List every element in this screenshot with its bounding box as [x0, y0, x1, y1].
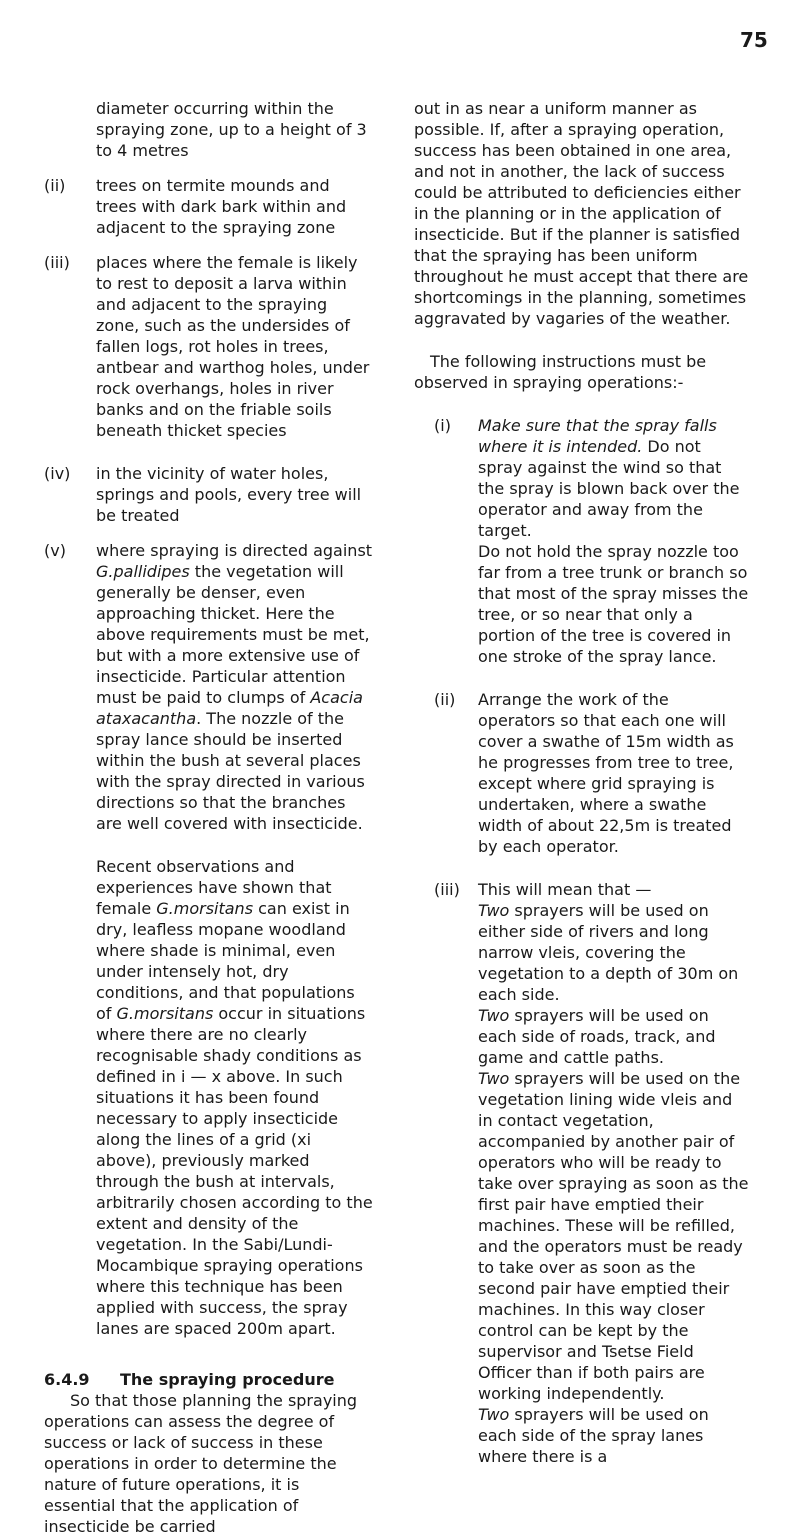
section-heading	[44, 1369, 374, 1390]
recent-observations-paragraph	[96, 856, 374, 1339]
sub-instruction	[478, 900, 750, 1005]
species-name: G.morsitans	[156, 899, 254, 918]
item-number: (ii)	[44, 176, 66, 195]
text-fragment: can exist in dry, leafless mopane woodland where shade is minimal, even under intensely hot, dry conditions, and that populations of	[96, 899, 355, 1023]
sub-instruction	[478, 1068, 750, 1404]
item-number: (iii)	[434, 880, 460, 899]
species-name: G.morsitans	[116, 1004, 214, 1023]
page-number: 75	[740, 28, 768, 52]
instructions-intro: The following instructions must be observed in spraying operations:-	[414, 352, 707, 392]
left-column	[44, 98, 374, 1537]
list-item-ii	[44, 175, 374, 238]
item-text: trees on termite mounds and trees with dark bark within and adjacent to the spraying zone	[96, 176, 347, 237]
emphasis-text: Make sure that the spray falls where it is intended.	[478, 416, 717, 456]
species-name: G.pallidipes	[96, 562, 190, 581]
item-number: (iv)	[44, 464, 71, 483]
text-fragment: occur in situations where there are no clearly recognisable shady conditions as defined in i — x above. In such situations it has been found necessary to apply insecticide along the lines of a grid (xi above), previously marked through the bush at intervals, arbitrarily chosen according to the extent and density of the vegetation. In the Sabi/Lundi-Mocambique spraying operations where this technique has been applied with success, the spray lanes are spaced 200m apart.	[96, 1004, 373, 1338]
text-fragment: Do not spray against the wind so that the spray is blown back over the operator and away from the target.	[478, 437, 740, 540]
right-column	[414, 98, 750, 1467]
emphasis-text: Two	[478, 1069, 510, 1088]
paragraph-text: So that those planning the spraying operations can assess the degree of success or lack of success in these operations in order to determine the nature of future operations, it is essential that the application of insecticide be carried	[44, 1391, 358, 1536]
item-text: in the vicinity of water holes, springs and pools, every tree will be treated	[96, 464, 362, 525]
text-fragment: sprayers will be used on the vegetation lining wide vleis and in contact vegetation, accompanied by another pair of operators who will be ready to take over spraying as soon as the first pair have emptied their machines. These will be refilled, and the operators must be ready to take over as soon as the second pair have emptied their machines. In this way closer control can be kept by the supervisor and Tsetse Field Officer than if both pairs are working independently.	[478, 1069, 749, 1403]
instruction-item-i	[414, 415, 750, 667]
sub-instruction	[478, 1404, 750, 1467]
section-title: The spraying procedure	[120, 1370, 335, 1389]
item-number: (v)	[44, 541, 66, 560]
text-fragment: the vegetation will generally be denser, even approaching thicket. Here the above requirements must be met, but with a more extensive use of insecticide. Particular attention must be paid to clumps of	[96, 562, 370, 707]
item-text: Arrange the work of the operators so that each one will cover a swathe of 15m width as he progresses from tree to tree, except where grid spraying is undertaken, where a swathe width of about 22,5m is treated by each operator.	[478, 690, 734, 856]
sub-instruction	[478, 1005, 750, 1068]
text-fragment	[478, 416, 739, 540]
item-text: places where the female is likely to rest to deposit a larva within and adjacent to the spraying zone, such as the undersides of fallen logs, rot holes in trees, antbear and warthog holes, under rock overhangs, holes in river banks and on the friable soils beneath thicket species	[96, 253, 370, 440]
list-item-iv	[44, 463, 374, 526]
instruction-item-ii	[414, 689, 750, 857]
text-fragment: where spraying is directed against	[96, 541, 373, 560]
text-fragment: Do not hold the spray nozzle too far from a tree trunk or branch so that most of the spray misses the tree, or so near that only a portion of the tree is covered in one stroke of the spray lance.	[478, 542, 749, 666]
text-fragment: sprayers will be used on either side of rivers and long narrow vleis, covering the vegetation to a depth of 30m on each side.	[478, 901, 739, 1004]
item-number: (iii)	[44, 253, 70, 272]
item-text	[96, 540, 374, 834]
list-item-iii	[44, 252, 374, 441]
emphasis-text: Two	[478, 1405, 510, 1424]
uniformity-paragraph: out in as near a uniform manner as possible. If, after a spraying operation, success has been obtained in one area, and not in another, the lack of success could be attributed to deficiencies either in the planning or in the application of insecticide. But if the planner is satisfied that the spraying has been uniform throughout he must accept that there are shortcomings in the planning, sometimes aggravated by vagaries of the weather.	[414, 99, 749, 328]
list-item-v	[44, 540, 374, 834]
section-number: 6.4.9	[44, 1370, 90, 1389]
item-number: (i)	[434, 416, 451, 435]
emphasis-text: Two	[478, 1006, 510, 1025]
item-number: (ii)	[434, 690, 456, 709]
text-fragment: Recent observations and experiences have shown that female	[96, 857, 332, 918]
instruction-item-iii	[414, 879, 750, 1467]
species-name: Acacia ataxacantha	[96, 688, 363, 728]
text-fragment: . The nozzle of the spray lance should be inserted within the bush at several places with the spray directed in various directions so that the branches are well covered with insecticide.	[96, 709, 365, 833]
text-fragment: This will mean that —	[478, 880, 652, 899]
emphasis-text: Two	[478, 901, 510, 920]
procedure-paragraph	[44, 1390, 374, 1537]
item-text	[478, 879, 750, 1467]
text-fragment: sprayers will be used on each side of roads, track, and game and cattle paths.	[478, 1006, 716, 1067]
item-text	[478, 415, 750, 667]
list-item-i-continuation: diameter occurring within the spraying zone, up to a height of 3 to 4 metres	[96, 99, 367, 160]
text-fragment: sprayers will be used on each side of the spray lanes where there is a	[478, 1405, 709, 1466]
